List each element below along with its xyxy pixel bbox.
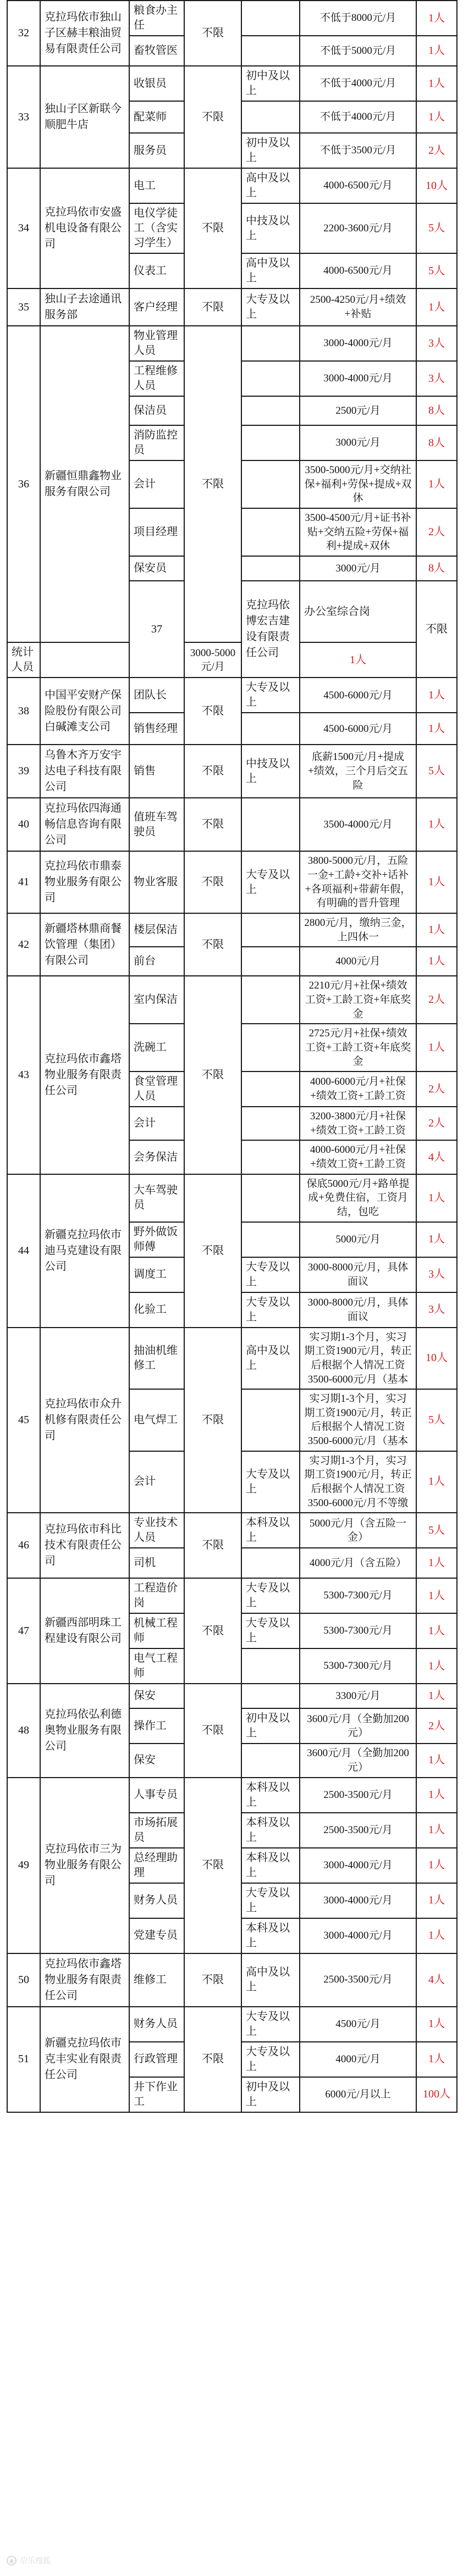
employer-name: 克拉玛依弘利德奥物业服务有限公司 xyxy=(40,1684,129,1777)
age-requirement: 不限 xyxy=(184,1684,241,1777)
education-requirement xyxy=(241,1648,300,1684)
headcount: 1人 xyxy=(416,36,457,66)
job-title: 食堂管理人员 xyxy=(129,1072,184,1107)
salary-info: 不低于5000元/月 xyxy=(300,36,416,66)
education-requirement xyxy=(241,396,300,425)
education-requirement xyxy=(241,713,300,745)
salary-info: 3500-5000元/月+交纳社保+福利+劳保+提成+双休 xyxy=(300,460,416,508)
salary-info: 不低于4000元/月 xyxy=(300,101,416,133)
job-title: 井下作业工 xyxy=(129,2077,184,2112)
salary-info: 4000-6000元/月+社保+绩效工资+工龄工资 xyxy=(300,1140,416,1174)
education-requirement xyxy=(241,1222,300,1257)
table-row xyxy=(7,1578,457,1613)
salary-info: 3600元/月（全勤加200元） xyxy=(300,1708,416,1744)
job-title: 人事专员 xyxy=(129,1778,184,1813)
row-index: 35 xyxy=(7,288,40,326)
age-requirement: 不限 xyxy=(184,1513,241,1578)
employer-name: 独山子去途通讯服务部 xyxy=(40,288,129,326)
education-requirement: 初中及以上 xyxy=(241,2077,300,2112)
age-requirement: 不限 xyxy=(184,326,241,642)
education-requirement: 初中及以上 xyxy=(241,1708,300,1744)
job-title: 会计 xyxy=(129,460,184,508)
education-requirement: 高中及以上 xyxy=(241,1953,300,2007)
salary-info: 6000元/月以上 xyxy=(300,2077,416,2112)
headcount: 1人 xyxy=(416,798,457,851)
salary-info: 保底5000元/月+路单提成+免费住宿，工资月结，包吃 xyxy=(300,1174,416,1222)
age-requirement: 不限 xyxy=(184,745,241,798)
headcount: 1人 xyxy=(416,1778,457,1813)
age-requirement: 不限 xyxy=(184,1578,241,1684)
row-index: 46 xyxy=(7,1513,40,1578)
salary-info: 3000-4000元/月 xyxy=(300,361,416,396)
headcount: 2人 xyxy=(416,1107,457,1140)
table-row xyxy=(7,1174,457,1222)
salary-info: 5000元/月 xyxy=(300,1222,416,1257)
salary-info: 3000-8000元/月，具体面议 xyxy=(300,1257,416,1292)
headcount: 4人 xyxy=(416,1953,457,2007)
job-title: 物业管理人员 xyxy=(129,326,184,361)
table-row xyxy=(7,1953,457,2007)
job-title: 值班车驾驶员 xyxy=(129,798,184,851)
headcount: 8人 xyxy=(416,396,457,425)
education-requirement xyxy=(241,1174,300,1222)
salary-info: 2800元/月，缴纳三金，上四休一 xyxy=(300,913,416,947)
age-requirement: 不限 xyxy=(416,581,457,678)
headcount: 4人 xyxy=(416,1140,457,1174)
headcount: 1人 xyxy=(416,2007,457,2042)
salary-info: 2210元/月+社保+绩效工资+工龄工资+年底奖金 xyxy=(300,976,416,1024)
job-title: 电气焊工 xyxy=(129,1389,184,1451)
table-row xyxy=(7,1513,457,1548)
headcount: 10人 xyxy=(416,168,457,203)
headcount: 2人 xyxy=(416,976,457,1024)
job-title: 维修工 xyxy=(129,1953,184,2007)
salary-info: 3000-4000元/月 xyxy=(300,326,416,361)
salary-info: 4500元/月 xyxy=(300,2007,416,2042)
education-requirement xyxy=(241,1024,300,1072)
job-title: 调度工 xyxy=(129,1257,184,1292)
headcount: 5人 xyxy=(416,745,457,798)
job-title: 总经理助理 xyxy=(129,1848,184,1883)
employer-name: 新疆塔林鼎商餐饮管理（集团）有限公司 xyxy=(40,913,129,976)
headcount: 8人 xyxy=(416,556,457,581)
table-row xyxy=(7,678,457,713)
job-title: 项目经理 xyxy=(129,508,184,556)
education-requirement xyxy=(241,425,300,460)
education-requirement: 大专及以上 xyxy=(241,1883,300,1918)
job-title: 抽油机维修工 xyxy=(129,1328,184,1390)
table-row xyxy=(7,976,457,1024)
job-title: 销售 xyxy=(129,745,184,798)
education-requirement xyxy=(241,947,300,976)
education-requirement xyxy=(241,326,300,361)
headcount: 1人 xyxy=(416,1222,457,1257)
salary-info: 2500-4250元/月+绩效+补贴 xyxy=(300,288,416,326)
table-row xyxy=(7,1,457,36)
headcount: 1人 xyxy=(416,1,457,36)
job-title: 室内保洁 xyxy=(129,976,184,1024)
employer-name: 乌鲁木齐万安宇达电子科技有限公司 xyxy=(40,745,129,798)
camera-icon: ◉ xyxy=(7,2556,16,2566)
job-title: 销售经理 xyxy=(129,713,184,745)
headcount: 3人 xyxy=(416,326,457,361)
row-index: 49 xyxy=(7,1778,40,1953)
headcount: 1人 xyxy=(416,678,457,713)
headcount: 8人 xyxy=(416,425,457,460)
headcount: 1人 xyxy=(300,642,416,678)
employer-name: 克拉玛依博宏吉建设有限责任公司 xyxy=(241,581,300,678)
job-title: 保安 xyxy=(129,1684,184,1708)
headcount: 1人 xyxy=(416,1744,457,1777)
education-requirement xyxy=(241,101,300,133)
salary-info: 3800-5000元/月，五险一金+工龄+交补+话补+各项福利+带薪年假，有明确的晋升管理 xyxy=(300,851,416,913)
headcount: 1人 xyxy=(416,1848,457,1883)
education-requirement xyxy=(241,1072,300,1107)
employer-name: 克拉玛依市鑫塔物业服务有限责任公司 xyxy=(40,976,129,1174)
education-requirement: 中技及以上 xyxy=(241,203,300,253)
education-requirement: 本科及以上 xyxy=(241,1513,300,1548)
education-requirement xyxy=(241,1389,300,1451)
employer-name: 克拉玛依市鼎泰物业服务有限公司 xyxy=(40,851,129,913)
salary-info: 4000-6500元/月 xyxy=(300,168,416,203)
table-row xyxy=(7,851,457,913)
salary-info: 3000-4000元/月 xyxy=(300,1848,416,1883)
job-title: 会务保洁 xyxy=(129,1140,184,1174)
education-requirement xyxy=(241,976,300,1024)
headcount: 2人 xyxy=(416,508,457,556)
education-requirement: 大专及以上 xyxy=(241,851,300,913)
headcount: 1人 xyxy=(416,2042,457,2077)
education-requirement: 中技及以上 xyxy=(241,745,300,798)
education-requirement: 大专及以上 xyxy=(241,1613,300,1648)
job-title: 保安 xyxy=(129,1744,184,1777)
age-requirement: 不限 xyxy=(184,1328,241,1513)
headcount: 5人 xyxy=(416,1389,457,1451)
job-title: 仪表工 xyxy=(129,253,184,288)
education-requirement: 本科及以上 xyxy=(241,1813,300,1848)
education-requirement xyxy=(241,1107,300,1140)
education-requirement: 初中及以上 xyxy=(241,133,300,168)
salary-info: 3000-8000元/月，具体面议 xyxy=(300,1292,416,1328)
job-title: 工程维修人员 xyxy=(129,361,184,396)
job-title: 专业技术人员 xyxy=(129,1513,184,1548)
headcount: 1人 xyxy=(416,101,457,133)
job-title: 收银员 xyxy=(129,66,184,101)
headcount: 1人 xyxy=(416,1548,457,1578)
job-title: 会计 xyxy=(129,1451,184,1513)
job-title: 操作工 xyxy=(129,1708,184,1744)
job-table-body xyxy=(7,1,457,2112)
salary-info: 3000元/月 xyxy=(300,556,416,581)
education-requirement xyxy=(241,460,300,508)
job-title: 前台 xyxy=(129,947,184,976)
education-requirement xyxy=(241,1684,300,1708)
job-title: 化验工 xyxy=(129,1292,184,1328)
salary-info: 3200-3800元/月+社保+绩效工资+工龄工资 xyxy=(300,1107,416,1140)
row-index: 48 xyxy=(7,1684,40,1777)
salary-info: 底薪1500元/月+提成+绩效，三个月后交五险 xyxy=(300,745,416,798)
row-index: 38 xyxy=(7,678,40,745)
headcount: 1人 xyxy=(416,460,457,508)
row-index: 43 xyxy=(7,976,40,1174)
education-requirement: 大专及以上 xyxy=(241,1451,300,1513)
table-row xyxy=(7,1684,457,1708)
salary-info: 2500-3500元/月 xyxy=(300,1953,416,2007)
salary-info: 实习期1-3个月，实习期工资1900元/月，转正后根据个人情况工资3500-6000元/月（基本 xyxy=(300,1328,416,1390)
job-title: 洗碗工 xyxy=(129,1024,184,1072)
education-requirement xyxy=(241,798,300,851)
education-requirement xyxy=(40,642,129,678)
job-title: 粮食办主任 xyxy=(129,1,184,36)
watermark-text: 尕乐搜狐 xyxy=(20,2557,51,2566)
education-requirement xyxy=(241,913,300,947)
job-title: 客户经理 xyxy=(129,288,184,326)
education-requirement: 本科及以上 xyxy=(241,1778,300,1813)
salary-info: 3500-4000元/月 xyxy=(300,798,416,851)
employer-name: 新疆克拉玛依市克丰实业有限责任公司 xyxy=(40,2007,129,2112)
table-row xyxy=(7,168,457,203)
employer-name: 新疆恒鼎鑫物业服务有限公司 xyxy=(40,326,129,642)
education-requirement: 大专及以上 xyxy=(241,678,300,713)
education-requirement xyxy=(241,1548,300,1578)
education-requirement: 本科及以上 xyxy=(241,1848,300,1883)
row-index: 51 xyxy=(7,2007,40,2112)
employer-name: 独山子区新联今顺肥牛店 xyxy=(40,66,129,168)
age-requirement: 不限 xyxy=(184,66,241,168)
job-title: 机械工程师 xyxy=(129,1613,184,1648)
employer-name: 克拉玛依市鑫塔物业服务有限责任公司 xyxy=(40,1953,129,2007)
row-index: 40 xyxy=(7,798,40,851)
headcount: 2人 xyxy=(416,1072,457,1107)
row-index: 45 xyxy=(7,1328,40,1513)
row-index: 33 xyxy=(7,66,40,168)
salary-info: 3000-4000元/月 xyxy=(300,1883,416,1918)
employer-name: 新疆克拉玛依市迪马克建设有限公司 xyxy=(40,1174,129,1328)
table-row xyxy=(7,798,457,851)
employer-name: 克拉玛依市科比技术有限责任公司 xyxy=(40,1513,129,1578)
job-title: 大车驾驶员 xyxy=(129,1174,184,1222)
job-title: 市场拓展员 xyxy=(129,1813,184,1848)
employer-name: 新疆西部明珠工程建设有限公司 xyxy=(40,1578,129,1684)
salary-info: 2500-3500元/月 xyxy=(300,1813,416,1848)
salary-info: 3000-4000元/月 xyxy=(300,1918,416,1953)
headcount: 1人 xyxy=(416,66,457,101)
salary-info: 不低于4000元/月 xyxy=(300,66,416,101)
age-requirement: 不限 xyxy=(184,1778,241,1953)
job-title: 行政管理 xyxy=(129,2042,184,2077)
salary-info: 4000元/月 xyxy=(300,2042,416,2077)
job-title: 保安员 xyxy=(129,556,184,581)
headcount: 3人 xyxy=(416,361,457,396)
headcount: 1人 xyxy=(416,913,457,947)
table-row xyxy=(7,326,457,361)
education-requirement: 大专及以上 xyxy=(241,2042,300,2077)
headcount: 1人 xyxy=(416,851,457,913)
education-requirement: 初中及以上 xyxy=(241,66,300,101)
job-title: 物业客服 xyxy=(129,851,184,913)
headcount: 5人 xyxy=(416,1513,457,1548)
education-requirement: 大专及以上 xyxy=(241,1292,300,1328)
table-row xyxy=(7,642,457,678)
job-title: 财务人员 xyxy=(129,2007,184,2042)
headcount: 1人 xyxy=(416,1024,457,1072)
age-requirement: 不限 xyxy=(184,913,241,976)
table-row xyxy=(7,66,457,101)
salary-info: 5300-7300元/月 xyxy=(300,1578,416,1613)
education-requirement xyxy=(241,508,300,556)
watermark xyxy=(7,2555,51,2566)
employer-name: 克拉玛依市安盛机电设备有限公司 xyxy=(40,168,129,288)
salary-info: 3500-4500元/月+证书补贴+交纳五险+劳保+福利+提成+双休 xyxy=(300,508,416,556)
headcount: 1人 xyxy=(416,1613,457,1648)
employer-name: 克拉玛依市三为物业服务有限公司 xyxy=(40,1778,129,1953)
salary-info: 5300-7300元/月 xyxy=(300,1613,416,1648)
employer-name: 克拉玛依四海通畅信息咨询有限公司 xyxy=(40,798,129,851)
age-requirement: 不限 xyxy=(184,168,241,288)
row-index: 47 xyxy=(7,1578,40,1684)
age-requirement: 不限 xyxy=(184,1174,241,1328)
salary-info: 2200-3600元/月 xyxy=(300,203,416,253)
headcount: 1人 xyxy=(416,1813,457,1848)
row-index: 50 xyxy=(7,1953,40,2007)
employer-name: 克拉玛依市独山子区赫丰粮油贸易有限责任公司 xyxy=(40,1,129,66)
salary-info: 3000-5000元/月 xyxy=(184,642,241,678)
education-requirement: 高中及以上 xyxy=(241,1328,300,1390)
salary-info: 实习期1-3个月，实习期工资1900元/月，转正后根据个人情况工资3500-6000元/月（基本 xyxy=(300,1389,416,1451)
salary-info: 4000-6500元/月 xyxy=(300,253,416,288)
salary-info: 实习期1-3个月，实习期工资1900元/月，转正后根据个人情况工资3500-6000元/月不等缴 xyxy=(300,1451,416,1513)
headcount: 5人 xyxy=(416,253,457,288)
job-title: 电仪学徒工（含实习学生） xyxy=(129,203,184,253)
age-requirement: 不限 xyxy=(184,976,241,1174)
age-requirement: 不限 xyxy=(184,288,241,326)
education-requirement: 本科及以上 xyxy=(241,1918,300,1953)
headcount: 10人 xyxy=(416,1328,457,1390)
job-title: 团队长 xyxy=(129,678,184,713)
salary-info: 不低于3500元/月 xyxy=(300,133,416,168)
salary-info: 3300元/月 xyxy=(300,1684,416,1708)
headcount: 1人 xyxy=(416,1883,457,1918)
job-title: 保洁员 xyxy=(129,396,184,425)
age-requirement: 不限 xyxy=(184,1953,241,2007)
age-requirement: 不限 xyxy=(184,678,241,745)
salary-info: 2725元/月+社保+绩效工资+工龄工资+年底奖金 xyxy=(300,1024,416,1072)
employer-name: 克拉玛依市众升机修有限责任公司 xyxy=(40,1328,129,1513)
age-requirement: 不限 xyxy=(184,2007,241,2112)
headcount: 1人 xyxy=(416,288,457,326)
headcount: 2人 xyxy=(416,1708,457,1744)
headcount: 1人 xyxy=(416,713,457,745)
age-requirement: 不限 xyxy=(184,1,241,66)
row-index: 32 xyxy=(7,1,40,66)
education-requirement xyxy=(241,1744,300,1777)
salary-info: 3600元/月（全勤加200元） xyxy=(300,1744,416,1777)
employer-name: 中国平安财产保险股份有限公司白碱滩支公司 xyxy=(40,678,129,745)
salary-info: 2500元/月 xyxy=(300,396,416,425)
age-requirement: 不限 xyxy=(184,798,241,851)
job-title: 楼层保洁 xyxy=(129,913,184,947)
salary-info: 不低于8000元/月 xyxy=(300,1,416,36)
job-title: 配菜师 xyxy=(129,101,184,133)
education-requirement: 高中及以上 xyxy=(241,253,300,288)
job-title: 党建专员 xyxy=(129,1918,184,1953)
education-requirement xyxy=(241,36,300,66)
job-title: 野外做饭师傅 xyxy=(129,1222,184,1257)
age-requirement: 不限 xyxy=(184,851,241,913)
job-title: 消防监控员 xyxy=(129,425,184,460)
salary-info: 4000-6000元/月+社保+绩效工资+工龄工资 xyxy=(300,1072,416,1107)
job-listing-table xyxy=(7,0,458,2113)
headcount: 1人 xyxy=(416,1648,457,1684)
job-title: 司机 xyxy=(129,1548,184,1578)
salary-info: 4000元/月 xyxy=(300,947,416,976)
row-index: 34 xyxy=(7,168,40,288)
row-index: 44 xyxy=(7,1174,40,1328)
row-index: 41 xyxy=(7,851,40,913)
education-requirement: 大专及以上 xyxy=(241,1578,300,1613)
job-title: 财务人员 xyxy=(129,1883,184,1918)
salary-info: 4500-6000元/月 xyxy=(300,678,416,713)
salary-info: 4000元/月（含五险） xyxy=(300,1548,416,1578)
row-index: 37 xyxy=(129,581,184,678)
table-row xyxy=(7,913,457,947)
table-row xyxy=(7,745,457,798)
education-requirement xyxy=(241,556,300,581)
job-title: 畜牧管医 xyxy=(129,36,184,66)
headcount: 1人 xyxy=(416,1451,457,1513)
education-requirement: 高中及以上 xyxy=(241,168,300,203)
job-title: 办公室综合岗 xyxy=(300,581,416,643)
salary-info: 3000元/月 xyxy=(300,425,416,460)
table-row xyxy=(7,2007,457,2042)
table-row xyxy=(7,288,457,326)
education-requirement xyxy=(241,1140,300,1174)
headcount: 1人 xyxy=(416,947,457,976)
headcount: 1人 xyxy=(416,1918,457,1953)
headcount: 1人 xyxy=(416,1578,457,1613)
job-title: 统计人员 xyxy=(7,642,40,678)
education-requirement: 大专及以上 xyxy=(241,2007,300,2042)
headcount: 2人 xyxy=(416,133,457,168)
education-requirement xyxy=(241,1,300,36)
table-row xyxy=(7,1328,457,1390)
headcount: 1人 xyxy=(416,1174,457,1222)
salary-info: 2500-3500元/月 xyxy=(300,1778,416,1813)
education-requirement: 大专及以上 xyxy=(241,1257,300,1292)
job-title: 电气工程师 xyxy=(129,1648,184,1684)
headcount: 1人 xyxy=(416,1684,457,1708)
headcount: 100人 xyxy=(416,2077,457,2112)
job-title: 服务员 xyxy=(129,133,184,168)
education-requirement: 大专及以上 xyxy=(241,288,300,326)
salary-info: 4500-6000元/月 xyxy=(300,713,416,745)
table-row xyxy=(7,1778,457,1813)
headcount: 3人 xyxy=(416,1292,457,1328)
education-requirement xyxy=(241,361,300,396)
row-index: 42 xyxy=(7,913,40,976)
headcount: 5人 xyxy=(416,203,457,253)
row-index: 39 xyxy=(7,745,40,798)
row-index: 36 xyxy=(7,326,40,642)
salary-info: 5000元/月（含五险一金） xyxy=(300,1513,416,1548)
salary-info: 5300-7300元/月 xyxy=(300,1648,416,1684)
job-title: 工程造价岗 xyxy=(129,1578,184,1613)
headcount: 3人 xyxy=(416,1257,457,1292)
job-title: 电工 xyxy=(129,168,184,203)
job-title: 会计 xyxy=(129,1107,184,1140)
